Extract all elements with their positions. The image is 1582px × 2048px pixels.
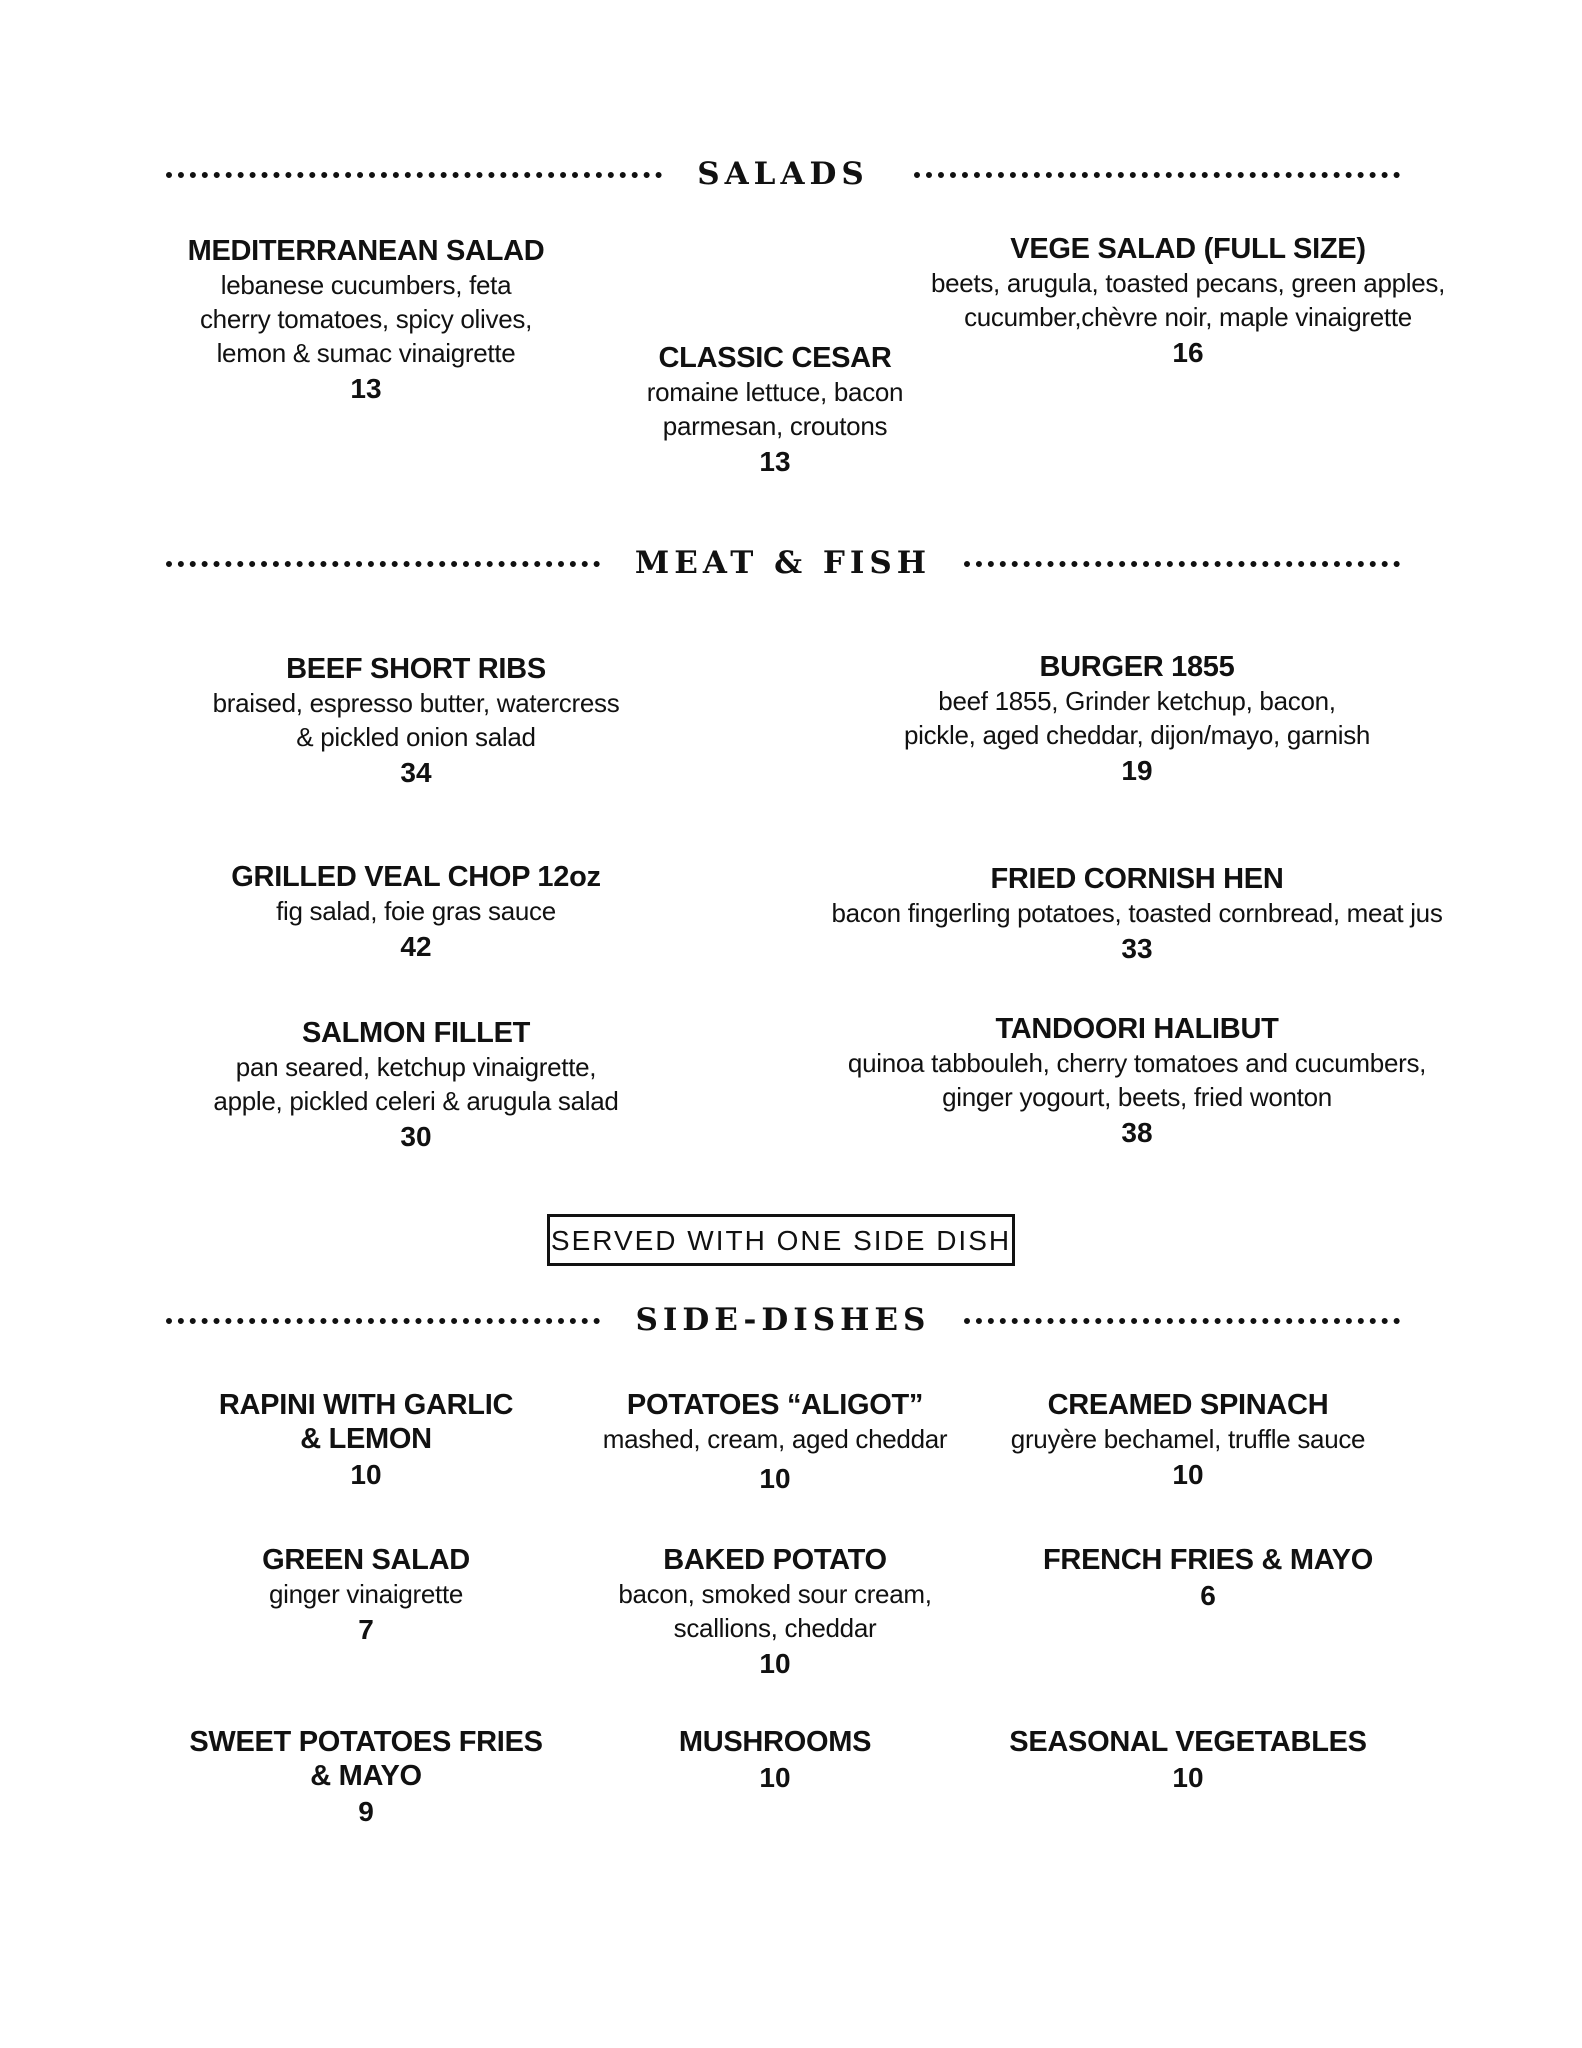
menu-item-burger-1855: [904, 650, 1370, 790]
item-name: FRIED CORNISH HEN: [990, 863, 1284, 895]
item-desc-line: braised, espresso butter, watercress: [212, 688, 620, 718]
item-price: 6: [1200, 1580, 1216, 1611]
item-desc-line: gruyère bechamel, truffle sauce: [1010, 1424, 1366, 1454]
section-header-side-dishes: [166, 1300, 1400, 1340]
item-name: CREAMED SPINACH: [1047, 1389, 1329, 1421]
section-title: SALADS: [697, 156, 869, 192]
item-desc-line: mashed, cream, aged cheddar: [602, 1424, 948, 1454]
item-name: BURGER 1855: [1039, 651, 1235, 683]
item-desc-line: bacon, smoked sour cream,: [618, 1579, 932, 1609]
item-price: 10: [759, 1463, 791, 1494]
item-desc-line: cucumber,chèvre noir, maple vinaigrette: [964, 302, 1412, 332]
section-title: MEAT & FISH: [634, 545, 932, 581]
item-desc-line: apple, pickled celeri & arugula salad: [213, 1086, 619, 1116]
item-name: BEEF SHORT RIBS: [286, 653, 546, 685]
item-desc-line: scallions, cheddar: [673, 1613, 877, 1643]
item-name: SALMON FILLET: [301, 1017, 531, 1049]
menu-item-mushrooms: [679, 1725, 871, 1797]
item-name: CLASSIC CESAR: [658, 342, 892, 374]
item-name: RAPINI WITH GARLIC: [218, 1389, 514, 1421]
menu-item-rapini: [219, 1388, 513, 1494]
menu-item-sweet-potato-fries: [189, 1725, 542, 1831]
menu-item-green-salad: [262, 1543, 470, 1649]
item-desc-line: ginger vinaigrette: [268, 1579, 464, 1609]
item-desc-line: beets, arugula, toasted pecans, green apples,: [930, 268, 1446, 298]
item-price: 10: [759, 1648, 791, 1679]
item-name: SEASONAL VEGETABLES: [1009, 1726, 1367, 1758]
item-name: MUSHROOMS: [678, 1726, 872, 1758]
dotted-divider-right: [964, 561, 1400, 567]
menu-item-seasonal-vegetables: [1009, 1725, 1366, 1797]
item-price: 13: [759, 446, 791, 477]
dotted-divider-right: [914, 172, 1400, 178]
item-name: TANDOORI HALIBUT: [995, 1013, 1279, 1045]
item-name: VEGE SALAD (FULL SIZE): [1010, 233, 1366, 265]
item-price: 19: [1121, 755, 1153, 786]
item-desc-line: beef 1855, Grinder ketchup, bacon,: [938, 686, 1336, 716]
item-desc-line: cherry tomatoes, spicy olives,: [199, 304, 532, 334]
item-desc-line: romaine lettuce, bacon: [646, 377, 904, 407]
item-desc-line: quinoa tabbouleh, cherry tomatoes and cucumbers,: [847, 1048, 1427, 1078]
menu-item-salmon-fillet: [213, 1016, 618, 1156]
menu-item-classic-cesar: [647, 341, 903, 481]
menu-item-beef-short-ribs: [213, 652, 620, 792]
item-desc-line: ginger yogourt, beets, fried wonton: [942, 1082, 1332, 1112]
menu-item-baked-potato: [618, 1543, 931, 1683]
item-price: 10: [1172, 1762, 1204, 1793]
item-name: SWEET POTATOES FRIES: [189, 1726, 543, 1758]
menu-item-grilled-veal-chop: [231, 860, 600, 966]
item-name: MEDITERRANEAN SALAD: [187, 235, 545, 267]
item-desc-line: fig salad, foie gras sauce: [276, 896, 556, 926]
item-name: BAKED POTATO: [663, 1544, 887, 1576]
item-price: 33: [1121, 933, 1153, 964]
item-price: 10: [759, 1762, 791, 1793]
item-desc-line: lemon & sumac vinaigrette: [216, 338, 516, 368]
item-price: 34: [400, 757, 432, 788]
item-name: & LEMON: [300, 1423, 432, 1455]
menu-item-french-fries: [1043, 1543, 1373, 1615]
item-desc-line: bacon fingerling potatoes, toasted cornbread, meat jus: [831, 898, 1443, 928]
item-name: FRENCH FRIES & MAYO: [1043, 1544, 1373, 1576]
item-name: & MAYO: [310, 1760, 422, 1792]
item-price: 42: [400, 931, 432, 962]
item-name: GRILLED VEAL CHOP 12oz: [231, 861, 601, 893]
side-dish-notice-box: SERVED WITH ONE SIDE DISH: [547, 1214, 1015, 1266]
menu-item-creamed-spinach: [1011, 1388, 1365, 1494]
item-desc-line: pickle, aged cheddar, dijon/mayo, garnish: [903, 720, 1371, 750]
item-desc-line: lebanese cucumbers, feta: [220, 270, 512, 300]
section-title: SIDE-DISHES: [635, 1302, 931, 1338]
item-desc-line: pan seared, ketchup vinaigrette,: [235, 1052, 597, 1082]
item-price: 10: [1172, 1459, 1204, 1490]
section-header-salads: [166, 154, 1400, 194]
item-price: 9: [358, 1796, 374, 1827]
menu-item-potatoes-aligot: [603, 1388, 948, 1498]
item-price: 10: [350, 1459, 382, 1490]
section-header-meat-fish: [166, 543, 1400, 583]
item-name: GREEN SALAD: [262, 1544, 470, 1576]
item-name: POTATOES “ALIGOT”: [626, 1389, 924, 1421]
item-price: 16: [1172, 337, 1204, 368]
menu-item-mediterranean-salad: [188, 234, 545, 408]
dotted-divider-right: [964, 1318, 1400, 1324]
item-desc-line: parmesan, croutons: [662, 411, 888, 441]
item-price: 30: [400, 1121, 432, 1152]
menu-item-vege-salad: [931, 232, 1445, 372]
menu-item-tandoori-halibut: [848, 1012, 1426, 1152]
menu-item-fried-cornish-hen: [831, 862, 1442, 968]
item-price: 13: [350, 373, 382, 404]
item-price: 7: [358, 1614, 374, 1645]
item-desc-line: & pickled onion salad: [296, 722, 536, 752]
item-price: 38: [1121, 1117, 1153, 1148]
